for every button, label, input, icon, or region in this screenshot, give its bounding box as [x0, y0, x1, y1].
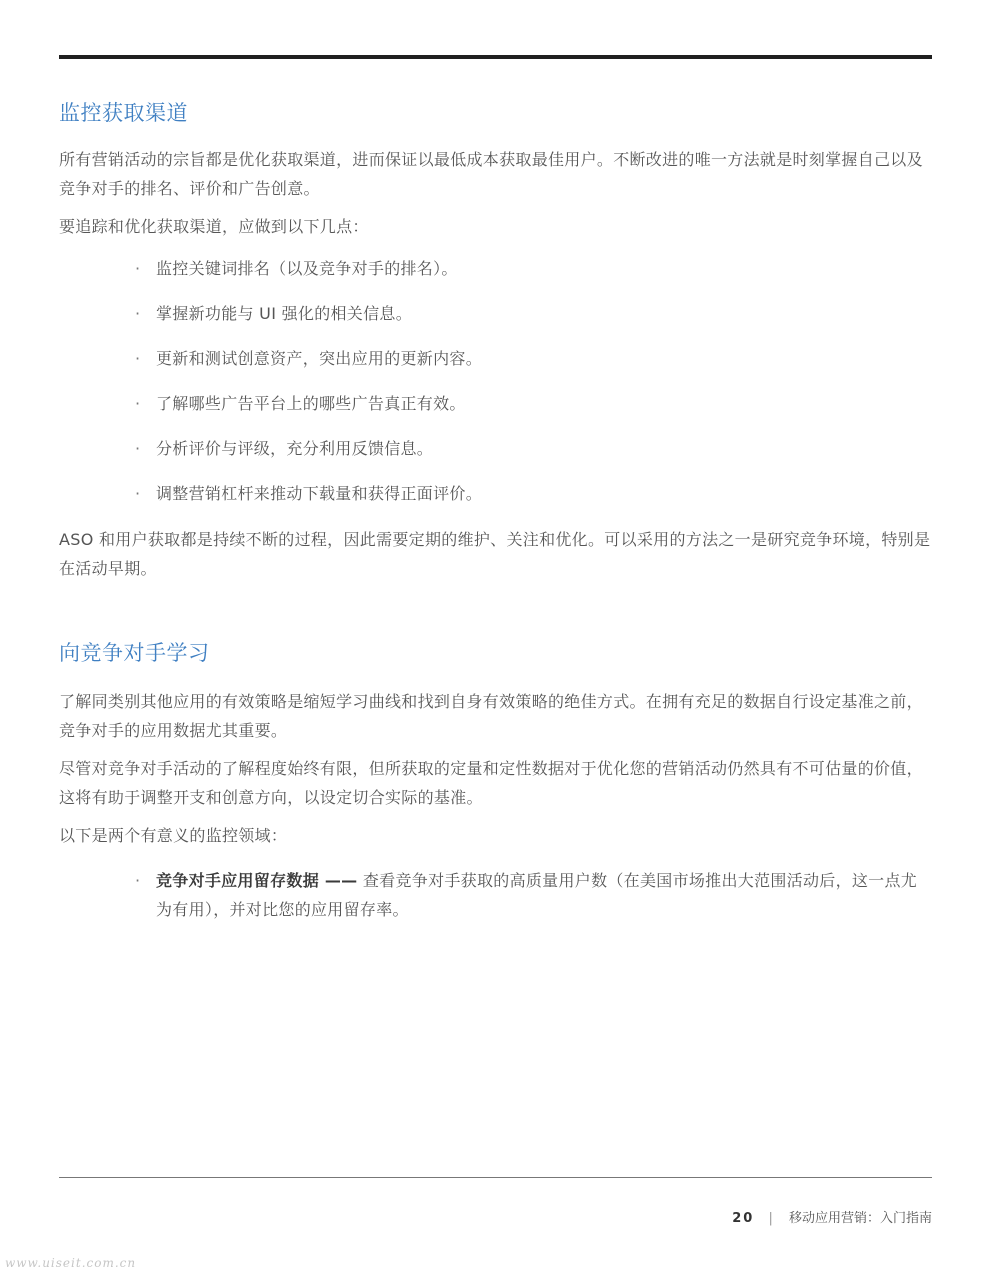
bottom-rule [59, 1177, 932, 1178]
bullet-dot: · [135, 484, 141, 503]
list-item [135, 299, 932, 328]
paragraph-competitor-strategy: 了解同类别其他应用的有效策略是缩短学习曲线和找到自身有效策略的绝佳方式。在拥有充足的数据自行设定基准之前，竞争对手的应用数据尤其重要。 [59, 692, 923, 740]
list-item-text: 监控关键词排名（以及竞争对手的排名）。 [156, 259, 458, 278]
paragraph-acquisition-todo: 要追踪和优化获取渠道，应做到以下几点： [59, 217, 369, 236]
section-heading-acquisition: 监控获取渠道 [59, 101, 188, 125]
footer-title: 移动应用营销：入门指南 [788, 1211, 932, 1226]
list-item [135, 479, 932, 508]
bullet-dot: · [135, 349, 141, 368]
list-item-text: 更新和测试创意资产，突出应用的更新内容。 [156, 349, 483, 368]
paragraph-competitor-data: 尽管对竞争对手活动的了解程度始终有限，但所获取的定量和定性数据对于优化您的营销活动仍然具有不可估量的价值，这将有助于调整开支和创意方向，以设定切合实际的基准。 [59, 759, 923, 807]
list-item-text: 调整营销杠杆来推动下载量和获得正面评价。 [156, 484, 483, 503]
paragraph-monitoring-areas: 以下是两个有意义的监控领域： [59, 826, 288, 845]
acquisition-bullet-list [59, 254, 932, 508]
retention-data-label: 竞争对手应用留存数据 —— [156, 871, 358, 890]
bullet-dot: · [135, 871, 141, 890]
list-item-text: 查看竞争对手获取的高质量用户数（在美国市场推出大范围活动后，这一点尤为有用），并对比您的应用留存率。 [156, 871, 918, 919]
competitor-bullet-list [59, 866, 932, 924]
bullet-dot: · [135, 304, 141, 323]
top-rule [59, 55, 932, 59]
page-footer [732, 1207, 932, 1226]
list-item-text: 掌握新功能与 UI 强化的相关信息。 [156, 304, 413, 323]
footer-separator: | [768, 1211, 773, 1226]
bullet-dot: · [135, 394, 141, 413]
paragraph-aso-process: ASO 和用户获取都是持续不断的过程，因此需要定期的维护、关注和优化。可以采用的方法之一是研究竞争环境，特别是在活动早期。 [59, 530, 931, 578]
bullet-dot: · [135, 439, 141, 458]
list-item-text: 了解哪些广告平台上的哪些广告真正有效。 [156, 394, 466, 413]
watermark: www.uiseit.com.cn [5, 1256, 137, 1270]
list-item [135, 389, 932, 418]
list-item-text: 分析评价与评级，充分利用反馈信息。 [156, 439, 434, 458]
list-item [135, 434, 932, 463]
list-item [135, 254, 932, 283]
list-item [135, 344, 932, 373]
paragraph-acquisition-intro: 所有营销活动的宗旨都是优化获取渠道，进而保证以最低成本获取最佳用户。不断改进的唯一方法就是时刻掌握自己以及竞争对手的排名、评价和广告创意。 [59, 150, 923, 198]
page-content [59, 96, 932, 924]
list-item [135, 866, 932, 924]
bullet-dot: · [135, 259, 141, 278]
section-heading-competitors: 向竞争对手学习 [59, 641, 210, 665]
page-number: 20 [732, 1211, 755, 1226]
